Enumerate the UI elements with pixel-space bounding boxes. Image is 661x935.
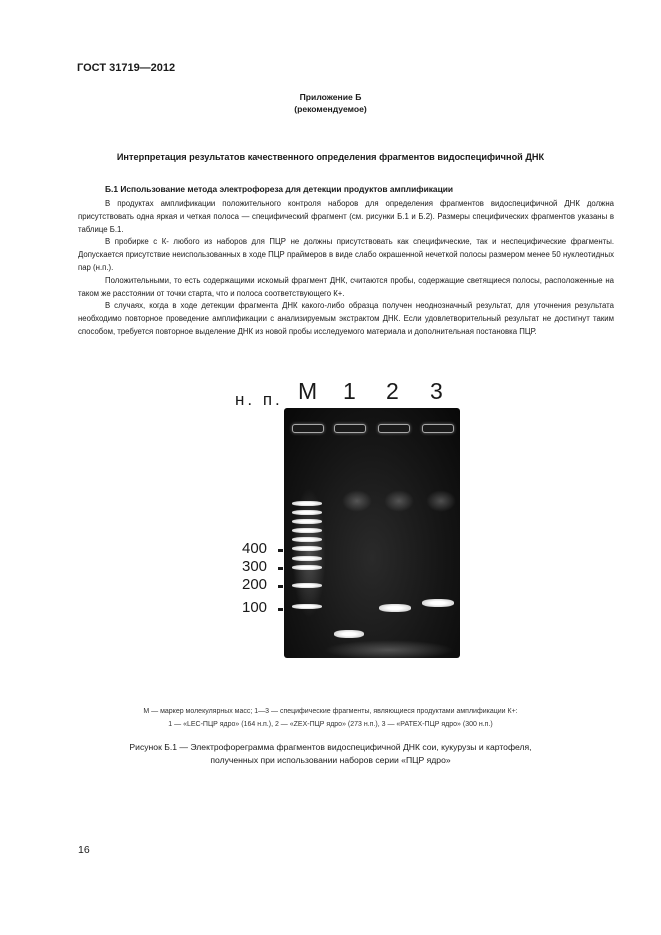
gel-bottom-haze — [324, 640, 454, 658]
primer-haze — [342, 490, 372, 512]
unit-label: н. п. — [235, 390, 283, 409]
appendix-title: Приложение Б — [299, 92, 362, 102]
gel-well — [292, 424, 324, 433]
marker-smear — [292, 488, 326, 618]
body-text — [78, 198, 614, 339]
marker-band — [292, 537, 322, 542]
size-tick — [278, 567, 283, 570]
size-label-400: 400 — [242, 540, 268, 557]
marker-band — [292, 604, 322, 609]
gel-well — [422, 424, 454, 433]
paragraph: Положительными, то есть содержащими искомый фрагмент ДНК, считаются пробы, содержащие светящиеся полосы, расположенные на таком же расстоянии от точки старта, что и полоса соответствующего К+. — [78, 275, 614, 298]
gel-well — [334, 424, 366, 433]
lane-label-marker: М — [298, 378, 318, 404]
figure-caption-line-1: Рисунок Б.1 — Электрофореграмма фрагментов видоспецифичной ДНК сои, кукурузы и картофеля, — [129, 742, 532, 752]
size-label-300: 300 — [242, 558, 268, 575]
marker-band — [292, 583, 322, 588]
paragraph: В продуктах амплификации положительного контроля наборов для определения фрагментов видоспецифичной ДНК должна присутствовать одна яркая и четкая полоса — специфический фрагмент (см. рисунки Б.1 и Б.2). Размеры специфических фрагментов указаны в таблице Б.1. — [78, 199, 614, 234]
lane-label-1: 1 — [343, 378, 356, 404]
lane-label-3: 3 — [430, 378, 443, 404]
size-tick — [278, 585, 283, 588]
gel-image — [284, 408, 460, 658]
paragraph: В пробирке с К- любого из наборов для ПЦР не должны присутствовать как специфические, так и неспецифические фрагменты. Допускается присутствие неиспользованных в ходе ПЦР праймеров в виде слабо окрашенной нечеткой полосы размером менее 50 нуклеотидных пар (н.п.). — [78, 237, 614, 272]
lane-2-band — [379, 604, 411, 612]
marker-band — [292, 510, 322, 515]
figure-note-line-2: 1 — «LEC-ПЦР ядро» (164 н.п.), 2 — «ZEX-ПЦР ядро» (273 н.п.), 3 — «PATEX-ПЦР ядро» (300 н.п.) — [168, 721, 493, 728]
page-number: 16 — [78, 844, 90, 856]
figure-caption-line-2: полученных при использовании наборов серии «ПЦР ядро» — [210, 754, 451, 765]
size-label-200: 200 — [242, 576, 268, 593]
primer-haze — [384, 490, 414, 512]
marker-band — [292, 519, 322, 524]
figure-caption — [0, 741, 661, 766]
lane-1-band — [334, 630, 364, 638]
paragraph: В случаях, когда в ходе детекции фрагмента ДНК какого-либо образца получен неоднозначный результат, для уточнения результата необходимо повторное проведение амплификации с анализируемым экстрактом ДНК. Если удовлетворительный результат не достигнут таким способом, требуется повторное выделение ДНК из новой пробы исследуемого материала и дополнительная постановка ПЦР. — [78, 301, 614, 336]
section-heading: Б.1 Использование метода электрофореза для детекции продуктов амплификации — [105, 184, 454, 194]
primer-haze — [426, 490, 456, 512]
size-label-100: 100 — [242, 599, 268, 616]
marker-band — [292, 565, 322, 570]
marker-band — [292, 556, 322, 561]
marker-band — [292, 501, 322, 506]
appendix-status: (рекомендуемое) — [294, 104, 367, 114]
figure-note-line-1: М — маркер молекулярных масс; 1—3 — специфические фрагменты, являющиеся продуктами амплификации К+: — [143, 708, 518, 715]
size-tick — [278, 608, 283, 611]
size-tick — [278, 549, 283, 552]
lane-label-2: 2 — [386, 378, 399, 404]
marker-band — [292, 528, 322, 533]
lane-3-band — [422, 599, 454, 607]
gel-well — [378, 424, 410, 433]
marker-band — [292, 546, 322, 551]
page-title: Интерпретация результатов качественного определения фрагментов видоспецифичной ДНК — [116, 152, 545, 162]
gel-figure — [230, 372, 462, 662]
document-header: ГОСТ 31719—2012 — [77, 62, 176, 74]
